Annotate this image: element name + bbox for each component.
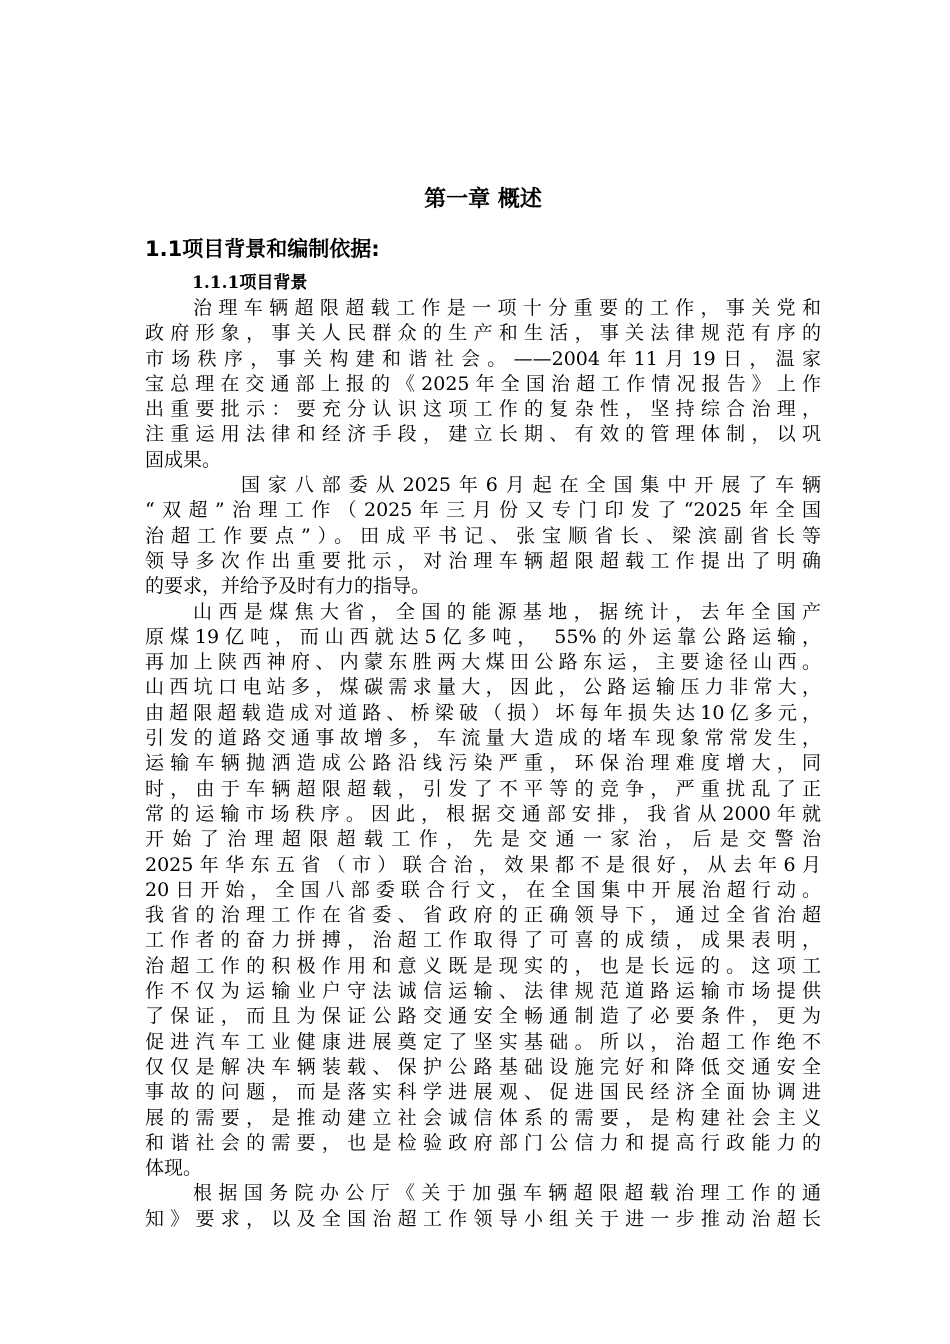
- paragraph-line: 和谐社会的需要，也是检验政府部门公信力和提高行政能力的: [145, 1131, 821, 1154]
- paragraph-line: 山西坑口电站多，煤碳需求量大，因此，公路运输压力非常大，: [145, 676, 821, 699]
- paragraph-line: 2025年华东五省（市）联合治，效果都不是很好，从去年6月: [145, 853, 821, 876]
- paragraph-line: 事故的问题，而是落实科学进展观、促进国民经济全面协调进: [145, 1081, 821, 1104]
- paragraph-line: 领导多次作出重要批示，对治理车辆超限超载工作提出了明确: [145, 549, 821, 572]
- paragraph-line: 出重要批示：要充分认识这项工作的复杂性，坚持综合治理，: [145, 398, 821, 421]
- paragraph-line: 根据国务院办公厅《关于加强车辆超限超载治理工作的通: [193, 1182, 821, 1205]
- paragraph-line: 了保证，而且为保证公路交通安全畅通制造了必要条件，更为: [145, 1005, 821, 1028]
- subsection-title: 1.1.1项目背景: [192, 273, 308, 293]
- paragraph-line: 山西是煤焦大省，全国的能源基地，据统计，去年全国产: [193, 600, 821, 623]
- paragraph-line: 作不仅为运输业户守法诚信运输、法律规范道路运输市场提供: [145, 980, 821, 1003]
- paragraph-line: 原煤19亿吨，而山西就达5亿多吨， 55%的外运靠公路运输，: [145, 625, 821, 648]
- paragraph: [145, 473, 821, 599]
- paragraph: [145, 600, 821, 1182]
- paragraph-line: 国家八部委从2025年6月起在全国集中开展了车辆: [241, 474, 821, 497]
- paragraph-line: 治理车辆超限超载工作是一项十分重要的工作，事关党和: [193, 297, 821, 319]
- paragraph-line: 工作者的奋力拼搏，治超工作取得了可喜的成绩，成果表明，: [145, 929, 821, 952]
- paragraph: [145, 296, 821, 473]
- paragraph-line: 政府形象，事关人民群众的生产和生活，事关法律规范有序的: [145, 322, 821, 345]
- paragraph-line: 开始了治理超限超载工作，先是交通一家治，后是交警治: [145, 828, 821, 851]
- paragraph-line: 注重运用法律和经济手段，建立长期、有效的管理体制，以巩: [145, 423, 821, 446]
- paragraph-line: 我省的治理工作在省委、省政府的正确领导下，通过全省治超: [145, 904, 821, 927]
- paragraph-line: “双超”治理工作（2025年三月份又专门印发了“2025年全国: [145, 499, 821, 522]
- paragraph-line: 体现。: [145, 1157, 203, 1180]
- paragraph-line: 促进汽车工业健康进展奠定了坚实基础。所以，治超工作绝不: [145, 1030, 821, 1053]
- paragraph-line: 治超工作的积极作用和意义既是现实的，也是长远的。这项工: [145, 954, 821, 977]
- section-title: 1.1项目背景和编制依据:: [145, 237, 380, 261]
- paragraph-line: 知》要求，以及全国治超工作领导小组关于进一步推动治超长: [145, 1207, 821, 1230]
- paragraph: [145, 1181, 821, 1232]
- paragraph-line: 引发的道路交通事故增多，车流量大造成的堵车现象常常发生，: [145, 727, 821, 750]
- paragraph-line: 运输车辆抛洒造成公路沿线污染严重，环保治理难度增大，同: [145, 752, 821, 775]
- paragraph-line: 20日开始，全国八部委联合行文，在全国集中开展治超行动。: [145, 878, 821, 901]
- paragraph-line: 的要求，并给予及时有力的指导。: [145, 575, 431, 598]
- paragraph-line: 常的运输市场秩序。因此，根据交通部安排，我省从2000年就: [145, 802, 821, 825]
- paragraph-line: 再加上陕西神府、内蒙东胜两大煤田公路东运，主要途径山西。: [145, 651, 821, 674]
- paragraph-line: 宝总理在交通部上报的《2025年全国治超工作情况报告》上作: [145, 372, 821, 395]
- chapter-title: 第一章 概述: [424, 187, 542, 212]
- paragraph-line: 时，由于车辆超限超载，引发了不平等的竞争，严重扰乱了正: [145, 777, 821, 800]
- paragraph-line: 仅仅是解决车辆装载、保护公路基础设施完好和降低交通安全: [145, 1055, 821, 1078]
- paragraph-line: 市场秩序，事关构建和谐社会。——2004年11月19日，温家: [145, 347, 821, 370]
- paragraph-line: 治超工作要点”）。田成平书记、张宝顺省长、梁滨副省长等: [145, 524, 821, 547]
- paragraph-line: 由超限超载造成对道路、桥梁破（损）坏每年损失达10亿多元，: [145, 701, 821, 724]
- paragraph-line: 固成果。: [145, 448, 222, 471]
- body-text: [145, 296, 821, 1232]
- paragraph-line: 展的需要，是推动建立社会诚信体系的需要，是构建社会主义: [145, 1106, 821, 1129]
